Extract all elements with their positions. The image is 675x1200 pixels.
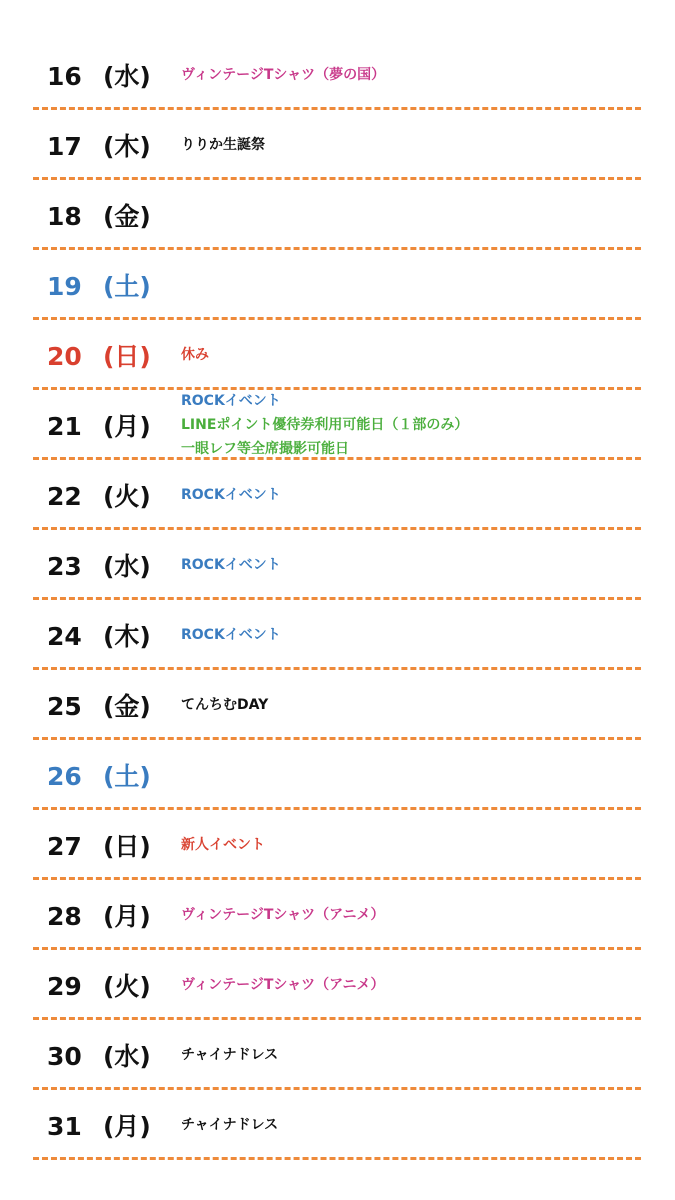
date-label — [47, 547, 151, 583]
weekday-label: (土) — [103, 272, 151, 301]
day-number: 22 — [47, 482, 82, 511]
date-label — [47, 1107, 151, 1143]
schedule-row — [0, 1090, 675, 1160]
event-text: 一眼レフ等全席撮影可能日 — [181, 441, 349, 457]
date-label — [47, 687, 151, 723]
event-text: チャイナドレス — [181, 1047, 279, 1063]
day-number: 29 — [47, 972, 82, 1001]
event-text: ヴィンテージTシャツ（夢の国） — [181, 67, 386, 83]
weekday-label: (日) — [103, 342, 151, 371]
day-number: 18 — [47, 202, 82, 231]
weekday-label: (金) — [103, 202, 151, 231]
weekday-label: (火) — [103, 972, 151, 1001]
date-label — [47, 477, 151, 513]
event-text: ROCKイベント — [181, 557, 281, 573]
dashed-divider — [33, 1157, 641, 1160]
event-list — [181, 833, 265, 857]
schedule-row — [0, 950, 675, 1020]
event-text: てんちむDAY — [181, 697, 269, 713]
date-label — [47, 897, 151, 933]
schedule-row — [0, 40, 675, 110]
event-text: チャイナドレス — [181, 1117, 279, 1133]
day-number: 16 — [47, 62, 82, 91]
event-list — [181, 63, 385, 87]
schedule-row — [0, 180, 675, 250]
event-text: 新人イベント — [181, 837, 265, 853]
schedule-list — [0, 40, 675, 1160]
schedule-row — [0, 600, 675, 670]
weekday-label: (月) — [103, 412, 151, 441]
event-text: 休み — [181, 347, 209, 363]
schedule-row — [0, 250, 675, 320]
event-list — [181, 133, 265, 157]
event-text: ヴィンテージTシャツ（アニメ） — [181, 907, 385, 923]
day-number: 27 — [47, 832, 82, 861]
day-number: 26 — [47, 762, 82, 791]
schedule-row — [0, 810, 675, 880]
day-number: 30 — [47, 1042, 82, 1071]
weekday-label: (水) — [103, 62, 151, 91]
schedule-row — [0, 390, 675, 460]
schedule-row — [0, 110, 675, 180]
event-list — [181, 903, 384, 927]
day-number: 31 — [47, 1112, 82, 1141]
date-label — [47, 617, 151, 653]
date-label — [47, 197, 151, 233]
event-list — [181, 973, 384, 997]
schedule-row — [0, 880, 675, 950]
date-label — [47, 267, 151, 303]
event-text: ROCKイベント — [181, 393, 281, 409]
schedule-row — [0, 460, 675, 530]
schedule-row — [0, 320, 675, 390]
event-text: ROCKイベント — [181, 487, 281, 503]
date-label — [47, 337, 151, 373]
event-list — [181, 693, 268, 717]
schedule-row — [0, 1020, 675, 1090]
date-label — [47, 57, 151, 93]
event-list — [181, 1043, 278, 1067]
date-label — [47, 127, 151, 163]
date-label — [47, 827, 151, 863]
day-number: 21 — [47, 412, 82, 441]
schedule-row — [0, 670, 675, 740]
weekday-label: (水) — [103, 552, 151, 581]
day-number: 24 — [47, 622, 82, 651]
weekday-label: (木) — [103, 622, 151, 651]
weekday-label: (日) — [103, 832, 151, 861]
weekday-label: (水) — [103, 1042, 151, 1071]
date-label — [47, 1037, 151, 1073]
date-label — [47, 407, 151, 443]
day-number: 20 — [47, 342, 82, 371]
day-number: 28 — [47, 902, 82, 931]
date-label — [47, 757, 151, 793]
event-list — [181, 623, 281, 647]
weekday-label: (金) — [103, 692, 151, 721]
day-number: 23 — [47, 552, 82, 581]
day-number: 17 — [47, 132, 82, 161]
event-text: りりか生誕祭 — [181, 137, 265, 153]
event-text: ヴィンテージTシャツ（アニメ） — [181, 977, 385, 993]
schedule-row — [0, 740, 675, 810]
event-text: LINEポイント優待券利用可能日（１部のみ） — [181, 417, 469, 433]
schedule-row — [0, 530, 675, 600]
event-list — [181, 1113, 278, 1137]
event-list — [181, 483, 281, 507]
event-list — [181, 389, 468, 461]
day-number: 19 — [47, 272, 82, 301]
weekday-label: (木) — [103, 132, 151, 161]
weekday-label: (月) — [103, 902, 151, 931]
weekday-label: (土) — [103, 762, 151, 791]
event-text: ROCKイベント — [181, 627, 281, 643]
day-number: 25 — [47, 692, 82, 721]
weekday-label: (火) — [103, 482, 151, 511]
event-list — [181, 553, 281, 577]
event-list — [181, 343, 209, 367]
date-label — [47, 967, 151, 1003]
weekday-label: (月) — [103, 1112, 151, 1141]
